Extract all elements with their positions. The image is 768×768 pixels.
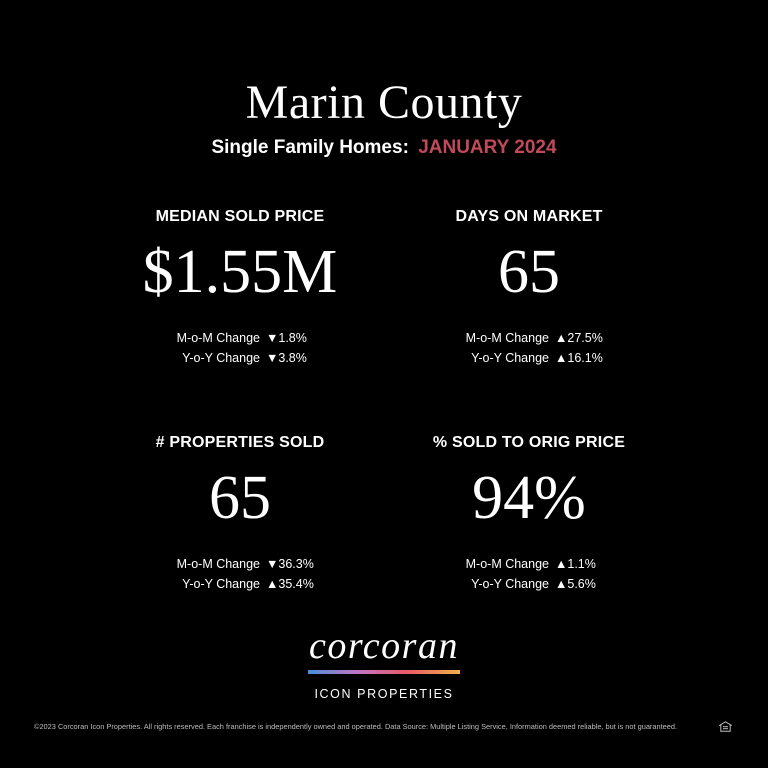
stat-label: MEDIAN SOLD PRICE bbox=[155, 208, 325, 225]
logo-wordmark: corcoran bbox=[309, 625, 459, 667]
corcoran-logo bbox=[0, 626, 768, 702]
mom-change-value: ▲1.1% bbox=[555, 557, 596, 571]
yoy-change-label: Y-o-Y Change bbox=[471, 351, 549, 365]
mom-change-label: M-o-M Change bbox=[465, 557, 549, 571]
stat-label: % SOLD TO ORIG PRICE bbox=[432, 434, 626, 451]
stat-changes bbox=[90, 554, 390, 594]
stat-days-on-market bbox=[379, 207, 679, 368]
yoy-change-label: Y-o-Y Change bbox=[182, 577, 260, 591]
page-subtitle bbox=[0, 136, 768, 160]
stat-median-sold-price bbox=[90, 207, 390, 368]
footer-disclaimer: ©2023 Corcoran Icon Properties. All rights reserved. Each franchise is independently owned and operated. Data Source: Multiple Listing Service, Information deemed reliable, but is not guaranteed. bbox=[34, 722, 678, 731]
stat-pct-sold-to-orig-price bbox=[379, 433, 679, 594]
stat-changes bbox=[379, 328, 679, 368]
yoy-change-row bbox=[379, 574, 679, 594]
stat-changes bbox=[90, 328, 390, 368]
yoy-change-row bbox=[379, 348, 679, 368]
yoy-change-value: ▼3.8% bbox=[266, 351, 307, 365]
logo-subline: ICON PROPERTIES bbox=[314, 687, 454, 701]
subtitle-month: JANUARY 2024 bbox=[418, 137, 557, 158]
mom-change-value: ▼36.3% bbox=[266, 557, 314, 571]
equal-housing-icon bbox=[719, 721, 732, 732]
yoy-change-label: Y-o-Y Change bbox=[471, 577, 549, 591]
yoy-change-value: ▲5.6% bbox=[555, 577, 596, 591]
mom-change-label: M-o-M Change bbox=[176, 331, 260, 345]
stat-value: $1.55M bbox=[142, 238, 338, 306]
mom-change-value: ▲27.5% bbox=[555, 331, 603, 345]
mom-change-label: M-o-M Change bbox=[176, 557, 260, 571]
logo-gradient-bar bbox=[308, 670, 460, 674]
mom-change-row bbox=[379, 554, 679, 574]
stat-label: # PROPERTIES SOLD bbox=[155, 434, 325, 451]
mom-change-row bbox=[379, 328, 679, 348]
yoy-change-row bbox=[90, 348, 390, 368]
mom-change-row bbox=[90, 328, 390, 348]
mom-change-value: ▼1.8% bbox=[266, 331, 307, 345]
stat-changes bbox=[379, 554, 679, 594]
stat-value: 94% bbox=[472, 464, 586, 532]
yoy-change-label: Y-o-Y Change bbox=[182, 351, 260, 365]
stat-value: 65 bbox=[498, 238, 560, 306]
mom-change-row bbox=[90, 554, 390, 574]
yoy-change-value: ▲35.4% bbox=[266, 577, 314, 591]
yoy-change-row bbox=[90, 574, 390, 594]
stat-value: 65 bbox=[209, 464, 271, 532]
stat-label: DAYS ON MARKET bbox=[455, 208, 603, 225]
stat-properties-sold bbox=[90, 433, 390, 594]
page-title: Marin County bbox=[245, 76, 523, 129]
yoy-change-value: ▲16.1% bbox=[555, 351, 603, 365]
mom-change-label: M-o-M Change bbox=[465, 331, 549, 345]
subtitle-prefix: Single Family Homes: bbox=[211, 137, 409, 158]
